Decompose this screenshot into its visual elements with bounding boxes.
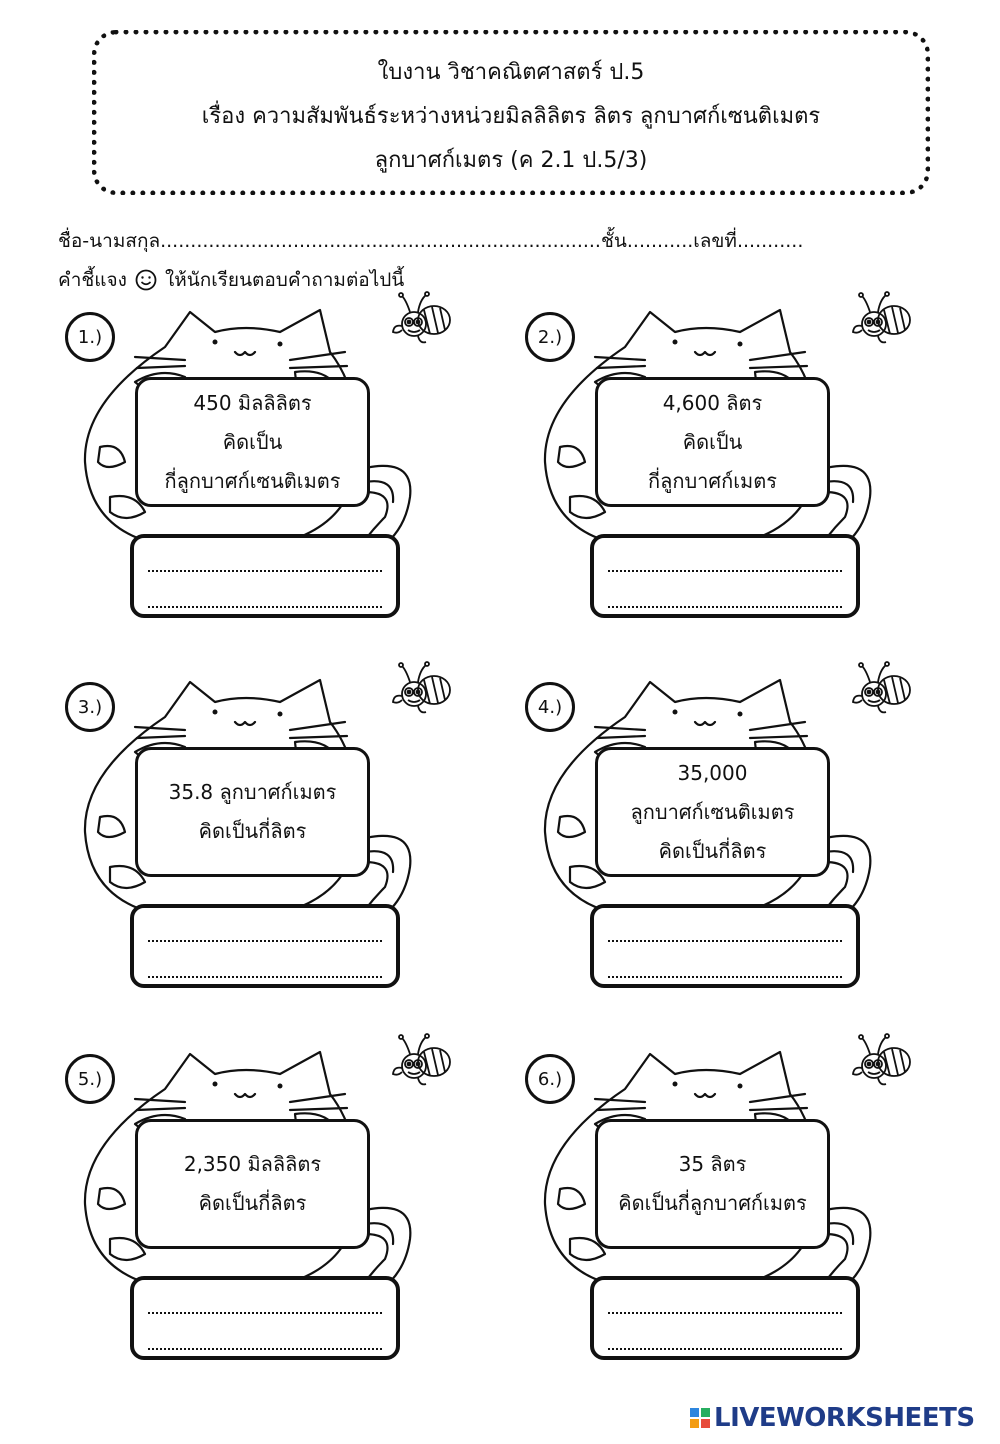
question-text: 4,600 ลิตร: [662, 390, 763, 415]
question-card-4: [525, 672, 885, 1002]
question-number: 3.): [65, 682, 115, 732]
question-text: 35 ลิตร: [678, 1152, 747, 1176]
question-box: [595, 377, 830, 507]
question-box: [595, 1119, 830, 1249]
question-text: 2,350 มิลลิลิตร: [183, 1152, 322, 1176]
footer-brand: LIVEWORKSHEETS: [714, 1403, 975, 1433]
answer-box[interactable]: [590, 534, 860, 618]
question-text: 35.8 ลูกบาศก์เมตร: [168, 780, 337, 804]
question-number: 2.): [525, 312, 575, 362]
answer-line[interactable]: [608, 976, 842, 978]
answer-line[interactable]: [608, 1312, 842, 1314]
question-text: คิดเป็น: [222, 429, 283, 454]
answer-box[interactable]: [130, 1276, 400, 1360]
instruction-label: คำชี้แจง: [58, 269, 127, 291]
question-text: กี่ลูกบาศก์เซนติเมตร: [164, 468, 341, 493]
student-info-line: ชื่อ-นามสกุล.........................................................................ชั้น...........เลขที่...........: [58, 230, 804, 252]
bee-icon: [850, 660, 916, 718]
question-text: 450 มิลลิลิตร: [193, 390, 312, 415]
answer-line[interactable]: [608, 1348, 842, 1350]
answer-box[interactable]: [590, 904, 860, 988]
question-card-3: [65, 672, 425, 1002]
title-line-2: เรื่อง ความสัมพันธ์ระหว่างหน่วยมิลลิลิตร ลิตร ลูกบาศก์เซนติเมตร: [201, 104, 821, 129]
question-number: 4.): [525, 682, 575, 732]
question-box: [135, 747, 370, 877]
liveworksheets-logo-icon: [690, 1408, 710, 1428]
title-line-3: ลูกบาศก์เมตร (ค 2.1 ป.5/3): [374, 148, 648, 173]
question-number: 1.): [65, 312, 115, 362]
instruction-line: [58, 265, 404, 295]
question-card-2: [525, 302, 885, 632]
question-card-1: [65, 302, 425, 632]
question-text: คิดเป็นกี่ลิตร: [658, 838, 767, 863]
question-text: 35,000: [677, 760, 748, 785]
question-text: คิดเป็นกี่ลิตร: [198, 819, 307, 843]
answer-box[interactable]: [590, 1276, 860, 1360]
answer-box[interactable]: [130, 534, 400, 618]
question-number: 5.): [65, 1054, 115, 1104]
title-line-1: ใบงาน วิชาคณิตศาสตร์ ป.5: [377, 60, 645, 85]
instruction-text: ให้นักเรียนตอบคำถามต่อไปนี้: [164, 269, 405, 291]
answer-line[interactable]: [608, 940, 842, 942]
question-text: คิดเป็น: [682, 429, 743, 454]
question-text: ลูกบาศก์เซนติเมตร: [630, 799, 795, 824]
question-text: กี่ลูกบาศก์เมตร: [648, 468, 777, 493]
bee-icon: [390, 1032, 456, 1090]
bee-icon: [390, 660, 456, 718]
liveworksheets-logo: [690, 1403, 975, 1433]
question-card-5: [65, 1044, 425, 1374]
answer-line[interactable]: [608, 570, 842, 572]
answer-line[interactable]: [148, 606, 382, 608]
question-card-6: [525, 1044, 885, 1374]
bee-icon: [850, 290, 916, 348]
question-text: คิดเป็นกี่ลิตร: [198, 1191, 307, 1215]
answer-line[interactable]: [608, 606, 842, 608]
answer-line[interactable]: [148, 1312, 382, 1314]
answer-box[interactable]: [130, 904, 400, 988]
worksheet-title-box: [92, 30, 930, 195]
smiley-icon: [135, 269, 157, 291]
question-text: คิดเป็นกี่ลูกบาศก์เมตร: [618, 1191, 807, 1215]
question-box: [595, 747, 830, 877]
bee-icon: [390, 290, 456, 348]
question-box: [135, 377, 370, 507]
answer-line[interactable]: [148, 1348, 382, 1350]
answer-line[interactable]: [148, 940, 382, 942]
question-number: 6.): [525, 1054, 575, 1104]
answer-line[interactable]: [148, 570, 382, 572]
question-box: [135, 1119, 370, 1249]
bee-icon: [850, 1032, 916, 1090]
answer-line[interactable]: [148, 976, 382, 978]
